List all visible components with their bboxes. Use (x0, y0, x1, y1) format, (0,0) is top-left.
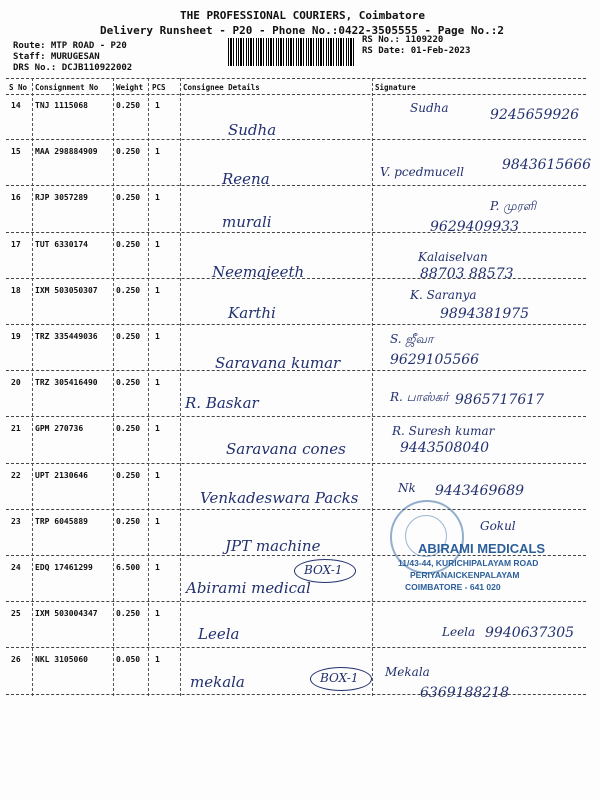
row-pcs: 1 (155, 563, 160, 572)
row-pcs: 1 (155, 424, 160, 434)
rs-date: RS Date: 01-Feb-2023 (362, 46, 471, 56)
row-signature-phone: 9629105566 (390, 352, 480, 368)
row-divider (6, 324, 586, 325)
row-divider (6, 463, 586, 464)
row-pcs: 1 (155, 378, 160, 388)
row-signature-phone: 9865717617 (455, 392, 545, 409)
row-consignee-handwritten: mekala (190, 673, 245, 692)
row-sno: 19 (11, 332, 21, 341)
row-consignee-handwritten: Venkadeswara Packs (200, 488, 359, 507)
row-consignee-handwritten: Karthi (228, 303, 276, 322)
row-weight: 0.250 (116, 147, 141, 157)
row-pcs: 1 (155, 516, 160, 526)
row-consignment-no: TRP 6045889 (35, 516, 88, 526)
row-pcs: 1 (155, 609, 160, 619)
row-signature-phone: 9843615666 (502, 157, 592, 174)
row-pcs: 1 (155, 193, 160, 203)
row-signature-name: Sudha (410, 101, 449, 115)
row-weight: 0.050 (116, 655, 141, 665)
rs-number: RS No.: 1109220 (362, 35, 444, 45)
document-title: THE PROFESSIONAL COURIERS, Coimbatore (180, 9, 426, 22)
row-consignee-handwritten: Sudha (228, 121, 277, 139)
row-sno: 25 (11, 609, 21, 619)
row-consignment-no: TRZ 335449036 (35, 332, 98, 341)
row-sno: 20 (11, 378, 21, 388)
row-divider (6, 509, 586, 510)
row-pcs: 1 (155, 655, 160, 665)
row-divider (6, 601, 586, 602)
row-sno: 15 (11, 147, 21, 157)
row-signature-name: P. முரளி (490, 199, 537, 214)
row-consignment-no: RJP 3057289 (35, 193, 88, 203)
row-signature-phone: 9894381975 (440, 305, 530, 322)
row-weight: 0.250 (116, 193, 141, 203)
row-weight: 6.500 (116, 563, 141, 572)
col-divider (372, 78, 373, 696)
col-divider (32, 78, 33, 696)
row-consignee-handwritten: JPT machine (225, 536, 321, 555)
col-weight: Weight (116, 83, 144, 92)
row-box-annotation: BOX-1 (304, 563, 343, 577)
row-divider (6, 139, 586, 140)
barcode (228, 38, 356, 66)
row-consignee-handwritten: Saravana kumar (215, 354, 341, 372)
row-consignment-no: NKL 3105060 (35, 655, 88, 665)
row-signature-phone: 88703 88573 (420, 265, 514, 282)
row-pcs: 1 (155, 101, 160, 110)
col-consignment: Consignment No (35, 83, 99, 92)
row-weight: 0.250 (116, 239, 141, 249)
row-pcs: 1 (155, 147, 160, 157)
row-signature-name: Gokul (480, 518, 516, 533)
row-consignee-handwritten: Reena (222, 170, 270, 189)
row-weight: 0.250 (116, 332, 141, 341)
row-divider (6, 416, 586, 417)
row-sno: 21 (11, 424, 21, 434)
row-signature-name: R. பாஸ்கர் (390, 390, 449, 405)
col-consignee: Consignee Details (183, 83, 260, 92)
row-consignment-no: IXM 503004347 (35, 609, 98, 619)
row-sno: 22 (11, 470, 21, 480)
row-pcs: 1 (155, 285, 160, 295)
drs-number: DRS No.: DCJB110922002 (13, 63, 133, 73)
row-consignee-handwritten: murali (222, 213, 272, 232)
header-rule-bottom (6, 94, 586, 95)
row-box-annotation: BOX-1 (320, 671, 359, 686)
staff-label: Staff: MURUGESAN (13, 52, 100, 62)
row-consignee-handwritten: Neemajeeth (212, 262, 305, 281)
document-subtitle: Delivery Runsheet - P20 - Phone No.:0422-3505555 - Page No.:2 (100, 24, 504, 37)
col-divider (148, 78, 149, 696)
row-pcs: 1 (155, 239, 160, 249)
row-signature-phone: 9940637305 (485, 625, 575, 642)
header-rule-top (6, 78, 586, 79)
stamp-address-1: 11/43-44, KURICHIPALAYAM ROAD (398, 558, 539, 568)
row-signature-name: Kalaiselvan (418, 249, 488, 264)
row-consignee-handwritten: Abirami medical (186, 579, 311, 597)
row-signature-phone: 9629409933 (430, 219, 520, 236)
row-signature-name: V. pcedmucell (380, 165, 464, 180)
row-signature-phone: 9245659926 (490, 107, 580, 123)
row-divider (6, 278, 586, 279)
row-consignment-no: TUT 6330174 (35, 239, 88, 249)
row-weight: 0.250 (116, 424, 141, 434)
row-weight: 0.250 (116, 470, 141, 480)
row-consignment-no: UPT 2130646 (35, 470, 88, 480)
col-divider (113, 78, 114, 696)
col-sno: S No (9, 83, 28, 92)
row-signature-name: K. Saranya (410, 287, 477, 302)
col-pcs: PCS (152, 83, 166, 92)
stamp-address-2: PERIYANAICKENPALAYAM (410, 570, 520, 580)
row-consignment-no: GPM 270736 (35, 424, 84, 434)
row-divider (6, 370, 586, 371)
row-signature-name: Nk (398, 480, 416, 495)
row-signature-name: R. Suresh kumar (392, 424, 495, 439)
row-weight: 0.250 (116, 101, 141, 110)
row-signature-name: Mekala (385, 665, 430, 680)
row-signature-phone: 9443508040 (400, 440, 490, 457)
route-label: Route: MTP ROAD - P20 (13, 41, 127, 51)
row-pcs: 1 (155, 470, 160, 480)
row-weight: 0.250 (116, 516, 141, 526)
stamp-name: ABIRAMI MEDICALS (418, 541, 546, 556)
row-consignment-no: TNJ 1115068 (35, 101, 88, 110)
col-signature: Signature (375, 83, 416, 92)
row-divider (6, 647, 586, 648)
row-divider (6, 694, 586, 695)
row-consignee-handwritten: R. Baskar (185, 394, 259, 413)
row-consignment-no: MAA 298884909 (35, 147, 98, 157)
col-divider (180, 78, 181, 696)
row-consignment-no: TRZ 305416490 (35, 378, 98, 388)
row-consignment-no: IXM 503050307 (35, 285, 98, 295)
row-signature-phone: 6369188218 (420, 685, 510, 702)
row-signature-name: S. ஜீவா (390, 332, 434, 346)
row-divider (6, 232, 586, 233)
row-sno: 23 (11, 516, 21, 526)
row-sno: 26 (11, 655, 21, 665)
row-sno: 16 (11, 193, 21, 203)
row-pcs: 1 (155, 332, 160, 341)
row-weight: 0.250 (116, 285, 141, 295)
row-signature-name: Leela (442, 625, 476, 640)
row-sno: 24 (11, 563, 21, 572)
row-sno: 14 (11, 101, 21, 110)
row-consignee-handwritten: Saravana cones (226, 440, 346, 459)
row-consignee-handwritten: Leela (198, 625, 240, 644)
stamp-address-3: COIMBATORE - 641 020 (405, 582, 501, 592)
row-weight: 0.250 (116, 378, 141, 388)
row-weight: 0.250 (116, 609, 141, 619)
row-sno: 18 (11, 285, 21, 295)
row-sno: 17 (11, 239, 21, 249)
row-signature-phone: 9443469689 (435, 482, 525, 499)
row-consignment-no: EDQ 17461299 (35, 563, 93, 572)
row-divider (6, 185, 586, 186)
